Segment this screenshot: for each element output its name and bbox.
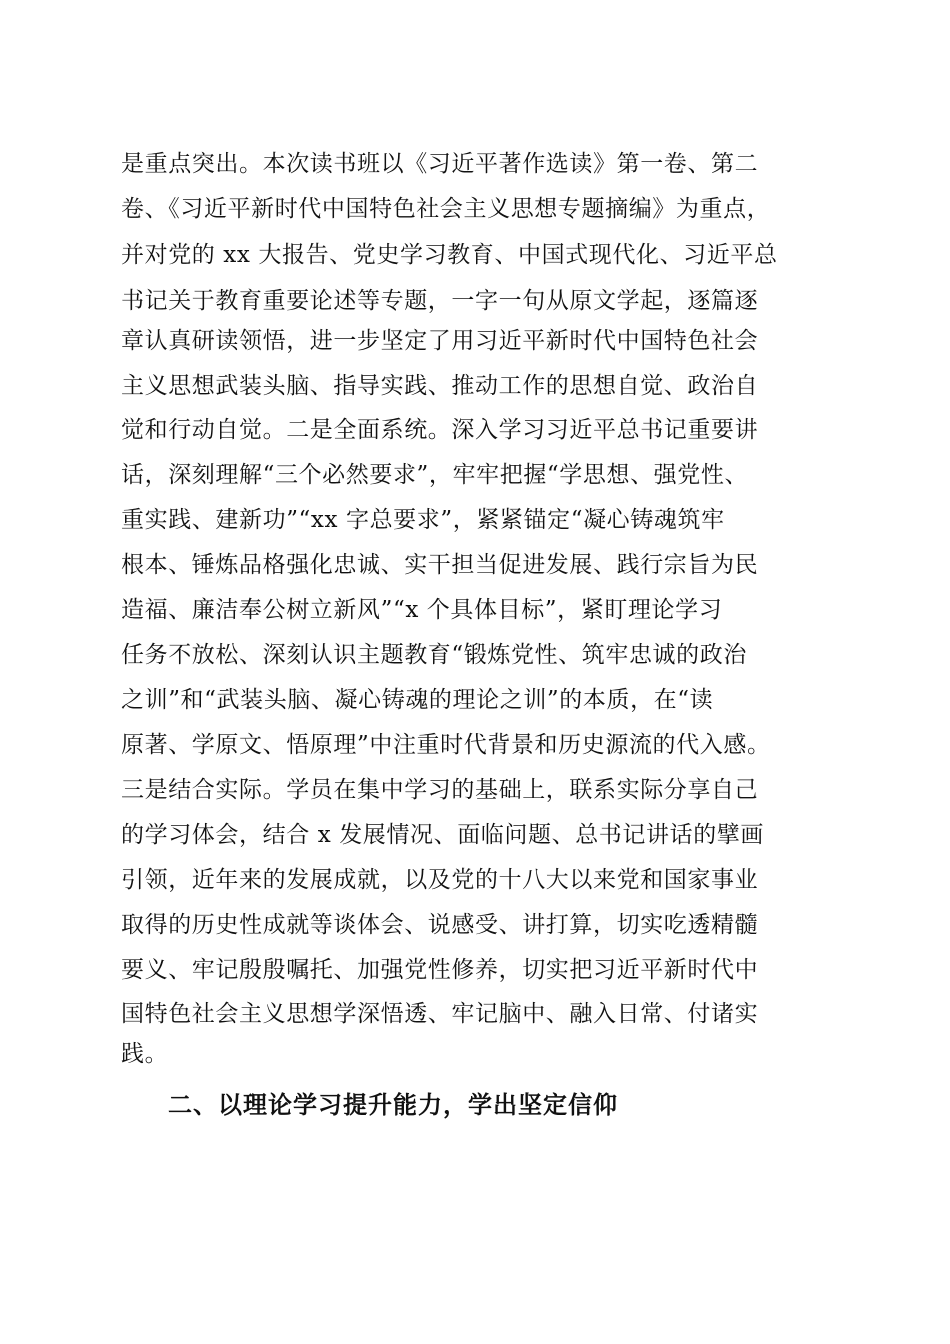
paragraph-line: 重实践、建新功”“xx 字总要求”，紧紧锚定“凝心铸魂筑牢 [121, 507, 725, 533]
paragraph-line: 主义思想武装头脑、指导实践、推动工作的思想自觉、政治自 [121, 373, 759, 399]
paragraph-line: 是重点突出。本次读书班以《习近平著作选读》第一卷、第二 [121, 151, 759, 177]
paragraph-line: 章认真研读领悟，进一步坚定了用习近平新时代中国特色社会 [121, 328, 759, 354]
paragraph-line: 之训”和“武装头脑、凝心铸魂的理论之训”的本质，在“读 [121, 687, 714, 713]
paragraph-line: 的学习体会，结合 x 发展情况、面临问题、总书记讲话的擘画 [121, 822, 764, 848]
paragraph-line: 国特色社会主义思想学深悟透、牢记脑中、融入日常、付诸实 [121, 1001, 759, 1027]
paragraph-line: 书记关于教育重要论述等专题，一字一句从原文学起，逐篇逐 [121, 288, 759, 314]
section-heading: 二、以理论学习提升能力，学出坚定信仰 [168, 1091, 618, 1119]
paragraph-line: 卷、《习近平新时代中国特色社会主义思想专题摘编》为重点， [121, 196, 771, 222]
paragraph-line: 引领，近年来的发展成就，以及党的十八大以来党和国家事业 [121, 867, 759, 893]
paragraph-line: 要义、牢记殷殷嘱托、加强党性修养，切实把习近平新时代中 [121, 957, 759, 983]
paragraph-line: 造福、廉洁奉公树立新风”“x 个具体目标”，紧盯理论学习 [121, 597, 723, 623]
paragraph-line: 并对党的 xx 大报告、党史学习教育、中国式现代化、习近平总 [121, 242, 778, 268]
paragraph-line: 觉和行动自觉。二是全面系统。深入学习习近平总书记重要讲 [121, 417, 759, 443]
paragraph-line: 话，深刻理解“三个必然要求”，牢牢把握“学思想、强党性、 [121, 462, 749, 488]
paragraph-line: 任务不放松、深刻认识主题教育“锻炼党性、筑牢忠诚的政治 [121, 642, 747, 668]
paragraph-line: 践。 [121, 1041, 169, 1067]
paragraph-line: 三是结合实际。学员在集中学习的基础上，联系实际分享自己 [121, 777, 759, 803]
paragraph-line: 取得的历史性成就等谈体会、说感受、讲打算，切实吃透精髓 [121, 912, 759, 938]
paragraph-line: 原著、学原文、悟原理”中注重时代背景和历史源流的代入感。 [121, 732, 771, 758]
paragraph-line: 根本、锤炼品格强化忠诚、实干担当促进发展、践行宗旨为民 [121, 552, 759, 578]
